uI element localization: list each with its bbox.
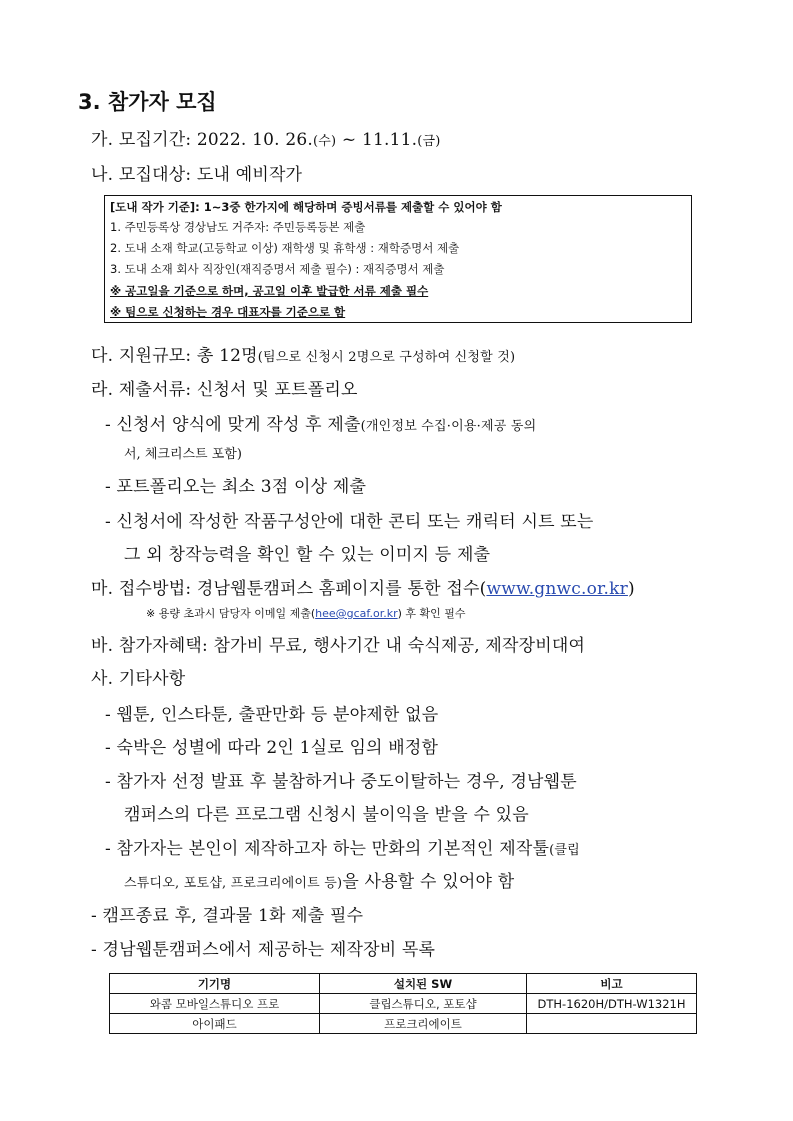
criteria-item-2: 2. 도내 소재 학교(고등학교 이상) 재학생 및 휴학생 : 재학증명서 제출 [110,241,460,255]
cell-software: 클립스튜디오, 포토샵 [320,994,527,1014]
etc-item-3b: 캠퍼스의 다른 프로그램 신청시 불이익을 받을 수 있음 [124,805,529,825]
period-day2: (금) [417,134,441,149]
etc-item-4a-note: (클립 [549,843,580,858]
docs-item-3b: 그 외 창작능력을 확인 할 수 있는 이미지 등 제출 [124,545,491,565]
scale-line [91,341,515,366]
docs-item-1-text: - 신청서 양식에 맞게 작성 후 제출 [105,415,361,435]
method-line [91,574,635,599]
etc-item-3a: - 참가자 선정 발표 후 불참하거나 중도이탈하는 경우, 경남웹툰 [105,772,577,792]
method-note-end: ) 후 확인 필수 [397,607,466,620]
method-note-text: ※ 용량 초과시 담당자 이메일 제출( [146,607,316,620]
etc-item-2: - 숙박은 성별에 따라 2인 1실로 임의 배정함 [105,738,439,758]
criteria-box [104,195,692,323]
period-line [91,125,441,150]
header-remark: 비고 [527,974,697,994]
docs-item-2: - 포트폴리오는 최소 3점 이상 제출 [105,477,367,497]
table-header-row [110,974,697,994]
etc-item-4b-note: 스튜디오, 포토샵, 프로크리에이트 등) [124,876,343,891]
criteria-item-1: 1. 주민등록상 경상남도 거주자: 주민등록등본 제출 [110,220,366,234]
criteria-item-3: 3. 도내 소재 회사 직장인(재직증명서 제출 필수) : 재직증명서 제출 [110,262,445,276]
target-line: 나. 모집대상: 도내 예비작가 [91,165,303,185]
end-item-2: - 경남웹툰캠퍼스에서 제공하는 제작장비 목록 [91,940,436,960]
table-row [110,1014,697,1034]
method-note [146,605,466,621]
etc-line: 사. 기타사항 [91,669,186,689]
docs-item-1-note: (개인정보 수집·이용·제공 동의 [360,419,537,434]
section-heading: 3. 참가자 모집 [78,90,217,114]
etc-item-4b-text: 을 사용할 수 있어야 함 [342,872,515,892]
etc-item-4a [105,834,580,859]
docs-item-1 [105,410,536,435]
end-item-1: - 캠프종료 후, 결과물 1화 제출 필수 [91,906,364,926]
etc-item-4a-text: - 참가자는 본인이 제작하고자 하는 만화의 기본적인 제작툴 [105,839,550,859]
cell-device: 와콤 모바일스튜디오 프로 [110,994,320,1014]
email-link[interactable]: hee@gcaf.or.kr [315,607,398,620]
method-close: ) [627,579,635,599]
etc-item-4b [124,867,514,892]
cell-device: 아이패드 [110,1014,320,1034]
cell-remark [527,1014,697,1034]
period-end: ~ 11.11. [336,130,418,150]
docs-item-3a: - 신청서에 작성한 작품구성안에 대한 콘티 또는 캐릭터 시트 또는 [105,512,594,532]
cell-software: 프로크리에이트 [320,1014,527,1034]
method-text: 마. 접수방법: 경남웹툰캠퍼스 홈페이지를 통한 접수( [91,579,487,599]
criteria-note-2: ※ 팀으로 신청하는 경우 대표자를 기준으로 함 [110,305,346,319]
header-device: 기기명 [110,974,320,994]
scale-note: (팀으로 신청시 2명으로 구성하여 신청할 것) [257,350,516,365]
header-software: 설치된 SW [320,974,527,994]
cell-remark: DTH-1620H/DTH-W1321H [527,994,697,1014]
docs-line: 라. 제출서류: 신청서 및 포트폴리오 [91,380,358,400]
etc-item-1: - 웹툰, 인스타툰, 출판만화 등 분야제한 없음 [105,705,439,725]
homepage-link[interactable]: www.gnwc.or.kr [486,579,628,599]
table-row [110,994,697,1014]
criteria-title: [도내 작가 기준]: 1~3중 한가지에 해당하며 증빙서류를 제출할 수 있어야 함 [110,200,502,214]
docs-item-1-cont: 서, 체크리스트 포함) [124,447,242,462]
period-day1: (수) [313,134,337,149]
period-text: 가. 모집기간: 2022. 10. 26. [91,130,313,150]
benefit-line: 바. 참가자혜택: 참가비 무료, 행사기간 내 숙식제공, 제작장비대여 [91,636,586,656]
scale-text: 다. 지원규모: 총 12명 [91,346,258,366]
criteria-note-1: ※ 공고일을 기준으로 하며, 공고일 이후 발급한 서류 제출 필수 [110,284,429,298]
equipment-table [109,973,697,1034]
